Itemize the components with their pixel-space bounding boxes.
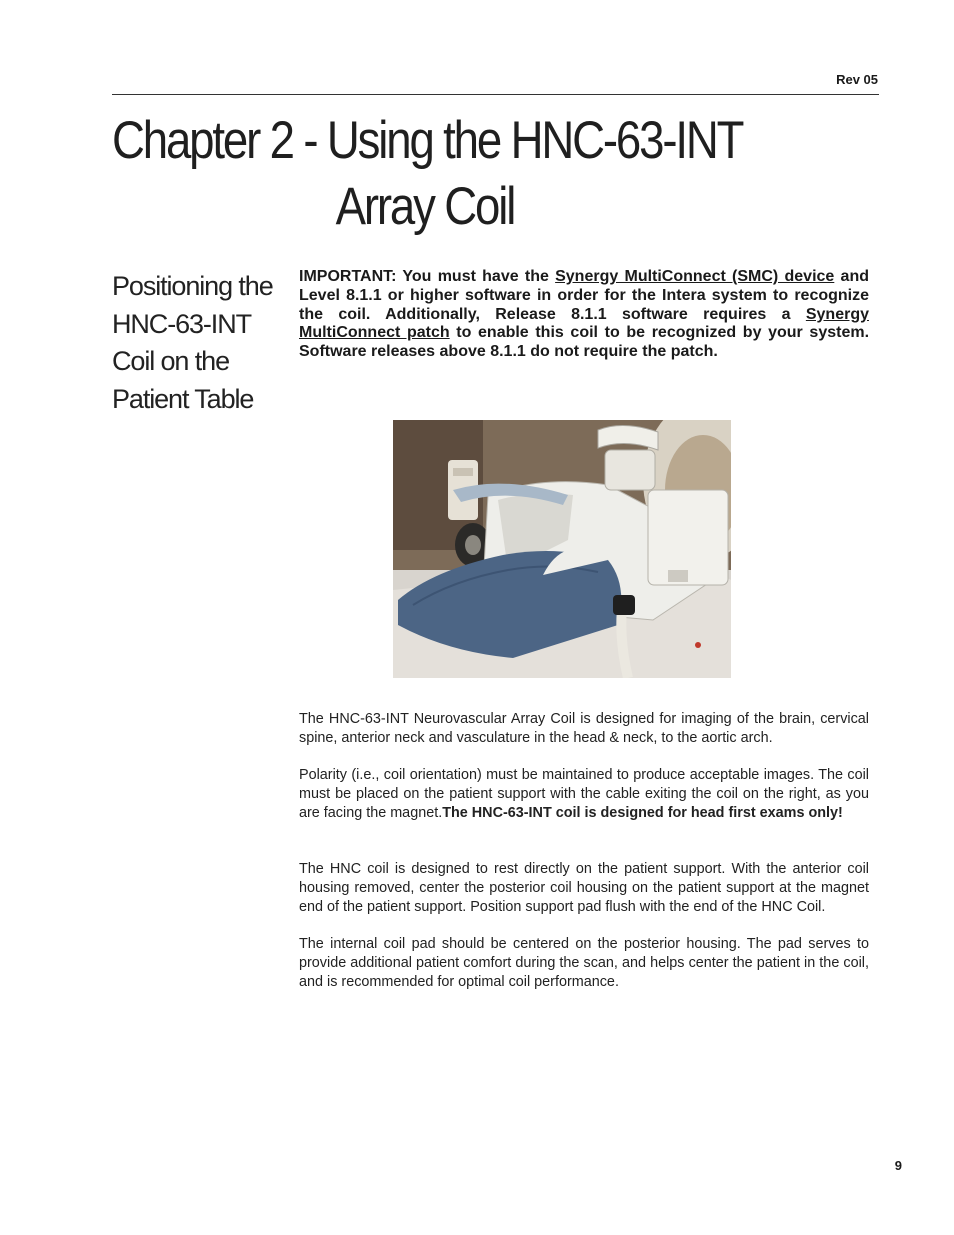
section-heading-line: Coil on the [112, 346, 229, 376]
smc-patch-link[interactable]: Synergy MultiConnect patch [299, 305, 869, 342]
head-first-warning: The HNC-63-INT coil is designed for head first exams only! [442, 805, 843, 821]
section-heading-line: Positioning the [112, 271, 273, 301]
important-text-1: IMPORTANT: You must have the [299, 268, 556, 285]
coil-photo [393, 420, 731, 678]
page-number: 9 [894, 1158, 902, 1173]
revision-label: Rev 05 [836, 72, 878, 87]
important-text-3: to enable this coil to be recognized by your system. Software releases above 8.1.1 do not require the patch. [299, 324, 870, 361]
paragraph-intro: The HNC-63-INT Neurovascular Array Coil is designed for imaging of the brain, cervical spine, anterior neck and vasculature in the head & neck, to the aortic arch. [299, 711, 869, 746]
polarity-text: Polarity (i.e., coil orientation) must be maintained to produce acceptable images. The coil must be placed on the patient support with the cable exiting the coil on the right, as you are facing the magnet. [299, 767, 869, 821]
important-text-2: and Level 8.1.1 or higher software in order for the Intera system to recognize the coil. Additionally, Release 8.1.1 software requires a [299, 268, 869, 323]
important-notice [299, 268, 869, 362]
chapter-title [112, 108, 766, 240]
section-heading-line: Patient Table [112, 383, 254, 414]
section-heading [112, 268, 292, 418]
coil-photo-drawing [393, 420, 731, 678]
paragraph-polarity [299, 766, 869, 823]
paragraph-placement: The HNC coil is designed to rest directly on the patient support. With the anterior coil housing removed, center the posterior coil housing on the patient support at the magnet end of the patient support. Position support pad flush with the end of the HNC Coil. [299, 861, 869, 915]
paragraph-coil-pad: The internal coil pad should be centered on the posterior housing. The pad serves to provide additional patient comfort during the scan, and helps center the patient in the coil, and is recommended for optimal coil performance. [299, 936, 869, 990]
chapter-title-line2: Array Coil [335, 177, 515, 236]
header-rule [112, 94, 879, 95]
smc-device-link[interactable]: Synergy MultiConnect (SMC) device [555, 268, 835, 285]
chapter-title-line1: Chapter 2 - Using the HNC-63-INT [112, 111, 743, 170]
section-heading-line: HNC-63-INT [112, 308, 252, 339]
